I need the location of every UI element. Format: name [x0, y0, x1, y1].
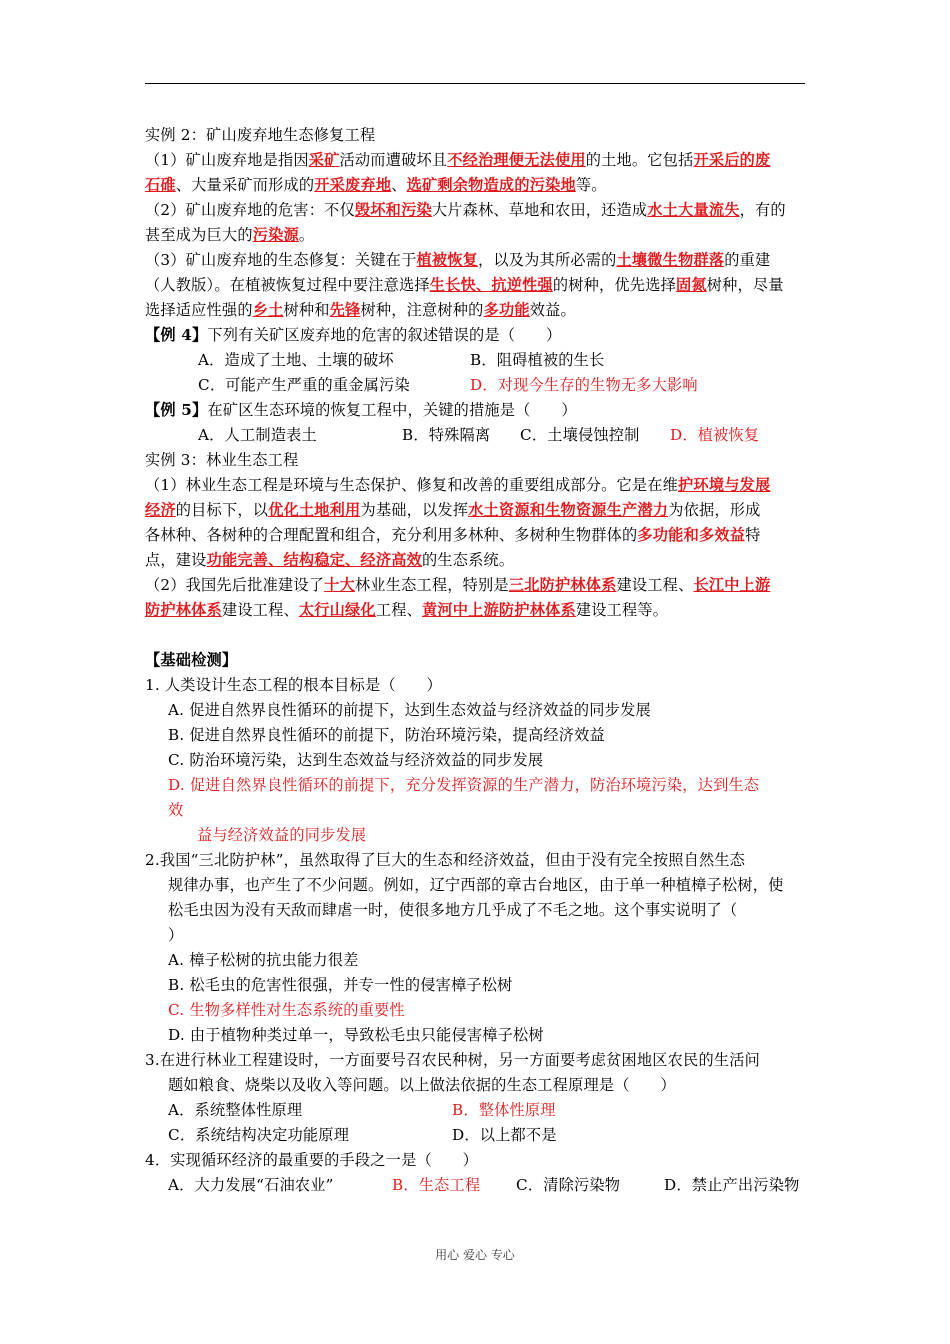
page-footer: 用心 爱心 专心	[435, 1248, 515, 1262]
q1-option-d-cont2: 益与经济效益的同步发展	[197, 826, 367, 844]
q1-option-b: B. 促进自然界良性循环的前提下，防治环境污染，提高经济效益	[168, 726, 605, 744]
example5-option-c: C．土壤侵蚀控制	[520, 426, 640, 444]
q3-option-c: C．系统结构决定功能原理	[168, 1126, 350, 1144]
case2-p1b: 石碓、大量采矿而形成的开采废弃地、选矿剩余物造成的污染地等。	[145, 176, 607, 194]
q3-stem-2: 题如粮食、烧柴以及收入等问题。以上做法依据的生态工程原理是（ ）	[168, 1076, 676, 1094]
q3-option-a: A．系统整体性原理	[168, 1101, 303, 1119]
q2-stem-1: 2.我国“三北防护林”，虽然取得了巨大的生态和经济效益，但由于没有完全按照自然生态	[145, 851, 746, 869]
case3-p1b: 经济的目标下，以优化土地利用为基础，以发挥水土资源和生物资源生产潜力为依据，形成	[145, 501, 761, 519]
basic-test-heading: 【基础检测】	[145, 651, 238, 669]
case2-p2b: 甚至成为巨大的污染源。	[145, 226, 315, 244]
q4-option-a: A．大力发展“石油农业”	[168, 1176, 334, 1194]
q2-stem-2: 规律办事，也产生了不少问题。例如，辽宁西部的章古台地区，由于单一种植樟子松树，使	[168, 876, 784, 894]
case2-p1: （1）矿山废弃地是指因采矿活动而遭破坏且不经治理便无法使用的土地。它包括开采后的废	[145, 151, 771, 169]
q4-option-d: D．禁止产出污染物	[664, 1176, 800, 1194]
example5-option-a: A．人工制造表土	[198, 426, 317, 444]
case3-p1: （1）林业生态工程是环境与生态保护、修复和改善的重要组成部分。它是在维护环境与发展	[145, 476, 771, 494]
q1-option-c: C. 防治环境污染，达到生态效益与经济效益的同步发展	[168, 751, 544, 769]
q2-option-b: B. 松毛虫的危害性很强，并专一性的侵害樟子松树	[168, 976, 513, 994]
q4-option-c: C．清除污染物	[516, 1176, 621, 1194]
q4-stem: 4．实现循环经济的最重要的手段之一是（ ）	[145, 1151, 479, 1169]
q4-option-b-answer: B．生态工程	[392, 1176, 481, 1194]
q1-option-a: A. 促进自然界良性循环的前提下，达到生态效益与经济效益的同步发展	[168, 701, 651, 719]
case3-p2: （2）我国先后批准建设了十大林业生态工程，特别是三北防护林体系建设工程、长江中上游	[145, 576, 771, 594]
q1-stem: 1. 人类设计生态工程的根本目标是（ ）	[145, 676, 442, 694]
example4-option-b: B．阻碍植被的生长	[470, 351, 605, 369]
case3-p1c: 各林种、各树种的合理配置和组合，充分利用多林种、多树种生物群体的多功能和多效益特	[145, 526, 761, 544]
example5-option-b: B．特殊隔离	[402, 426, 491, 444]
q2-option-c-answer: C. 生物多样性对生态系统的重要性	[168, 1001, 405, 1019]
q2-stem-3: 松毛虫因为没有天敌而肆虐一时，使很多地方几乎成了不毛之地。这个事实说明了（	[168, 901, 738, 919]
example5-question: 【例 5】在矿区生态环境的恢复工程中，关键的措施是（ ）	[145, 401, 577, 419]
header-rule	[145, 83, 805, 84]
case3-title: 实例 3：林业生态工程	[145, 451, 299, 469]
example5-option-d-answer: D．植被恢复	[670, 426, 760, 444]
example4-option-a: A．造成了土地、土壤的破坏	[198, 351, 394, 369]
case3-p2b: 防护林体系建设工程、太行山绿化工程、黄河中上游防护林体系建设工程等。	[145, 601, 669, 619]
case3-p1d: 点，建设功能完善、结构稳定、经济高效的生态系统。	[145, 551, 515, 569]
case2-p2: （2）矿山废弃地的危害：不仅毁坏和污染大片森林、草地和农田，还造成水土大量流失，有的	[145, 201, 786, 219]
q2-option-a: A. 樟子松树的抗虫能力很差	[168, 951, 359, 969]
q2-option-d: D. 由于植物种类过单一，导致松毛虫只能侵害樟子松树	[168, 1026, 544, 1044]
case2-p3c: 选择适应性强的乡土树种和先锋树种，注意树种的多功能效益。	[145, 301, 576, 319]
example4-option-c: C．可能产生严重的重金属污染	[198, 376, 410, 394]
q2-stem-4: ）	[168, 926, 184, 944]
q3-option-b-answer: B．整体性原理	[452, 1101, 556, 1119]
example4-question: 【例 4】下列有关矿区废弃地的危害的叙述错误的是（ ）	[145, 326, 562, 344]
q1-option-d-answer: D. 促进自然界良性循环的前提下，充分发挥资源的生产潜力，防治环境污染，达到生态	[168, 776, 760, 794]
example4-option-d-answer: D．对现今生存的生物无多大影响	[470, 376, 698, 394]
q3-option-d: D．以上都不是	[452, 1126, 557, 1144]
case2-p3b: （人教版）。在植被恢复过程中要注意选择生长快、抗逆性强的树种，优先选择固氮树种，尽量	[145, 276, 784, 294]
q3-stem-1: 3.在进行林业工程建设时，一方面要号召农民种树，另一方面要考虑贫困地区农民的生活问	[145, 1051, 761, 1069]
q1-option-d-cont: 效	[168, 801, 184, 819]
case2-p3: （3）矿山废弃地的生态修复：关键在于植被恢复，以及为其所必需的土壤微生物群落的重建	[145, 251, 771, 269]
case2-title: 实例 2：矿山废弃地生态修复工程	[145, 126, 376, 144]
